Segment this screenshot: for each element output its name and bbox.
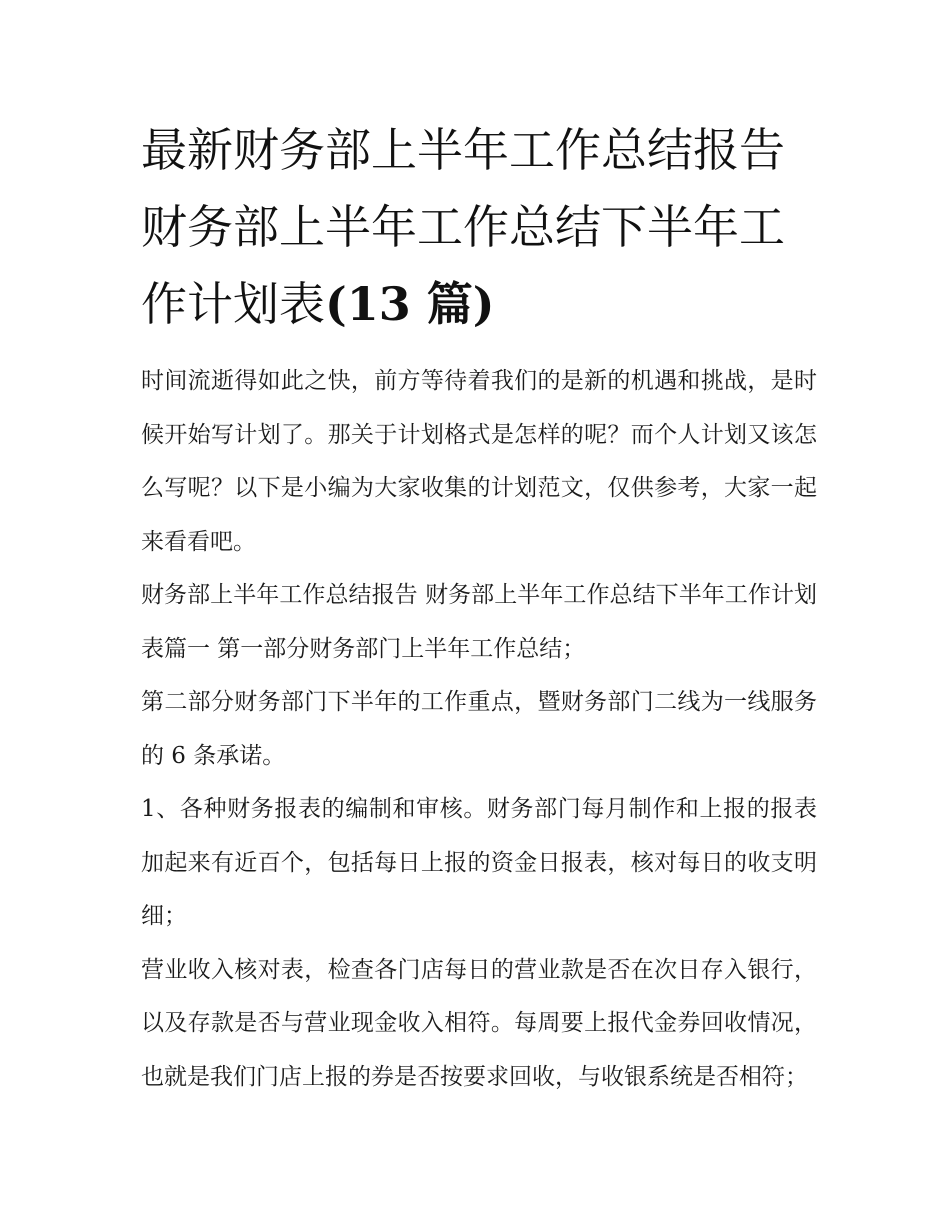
paragraph-item-1: 1、各种财务报表的编制和审核。财务部门每月制作和上报的报表加起来有近百个，包括每日上报的资金日报表，核对每日的收支明细； [141, 796, 817, 929]
document-content [141, 112, 817, 1104]
paragraph-intro: 时间流逝得如此之快，前方等待着我们的是新的机遇和挑战，是时候开始写计划了。那关于计划格式是怎样的呢？而个人计划又该怎么写呢？以下是小编为大家收集的计划范文，仅供参考，大家一起来看看吧。 [141, 368, 817, 555]
document-body [141, 355, 817, 1104]
document-title-suffix: (13 篇) [325, 277, 495, 331]
paragraph-part-two: 第二部分财务部门下半年的工作重点，暨财务部门二线为一线服务的 6 条承诺。 [141, 689, 817, 769]
document-title [141, 112, 817, 343]
paragraph-revenue-check: 营业收入核对表，检查各门店每日的营业款是否在次日存入银行，以及存款是否与营业现金收入相符。每周要上报代金券回收情况，也就是我们门店上报的券是否按要求回收，与收银系统是否相符； [141, 956, 817, 1090]
document-title-main: 最新财务部上半年工作总结报告 财务部上半年工作总结下半年工作计划表 [141, 123, 785, 331]
paragraph-section-heading: 财务部上半年工作总结报告 财务部上半年工作总结下半年工作计划表篇一 第一部分财务部门上半年工作总结； [141, 582, 817, 662]
